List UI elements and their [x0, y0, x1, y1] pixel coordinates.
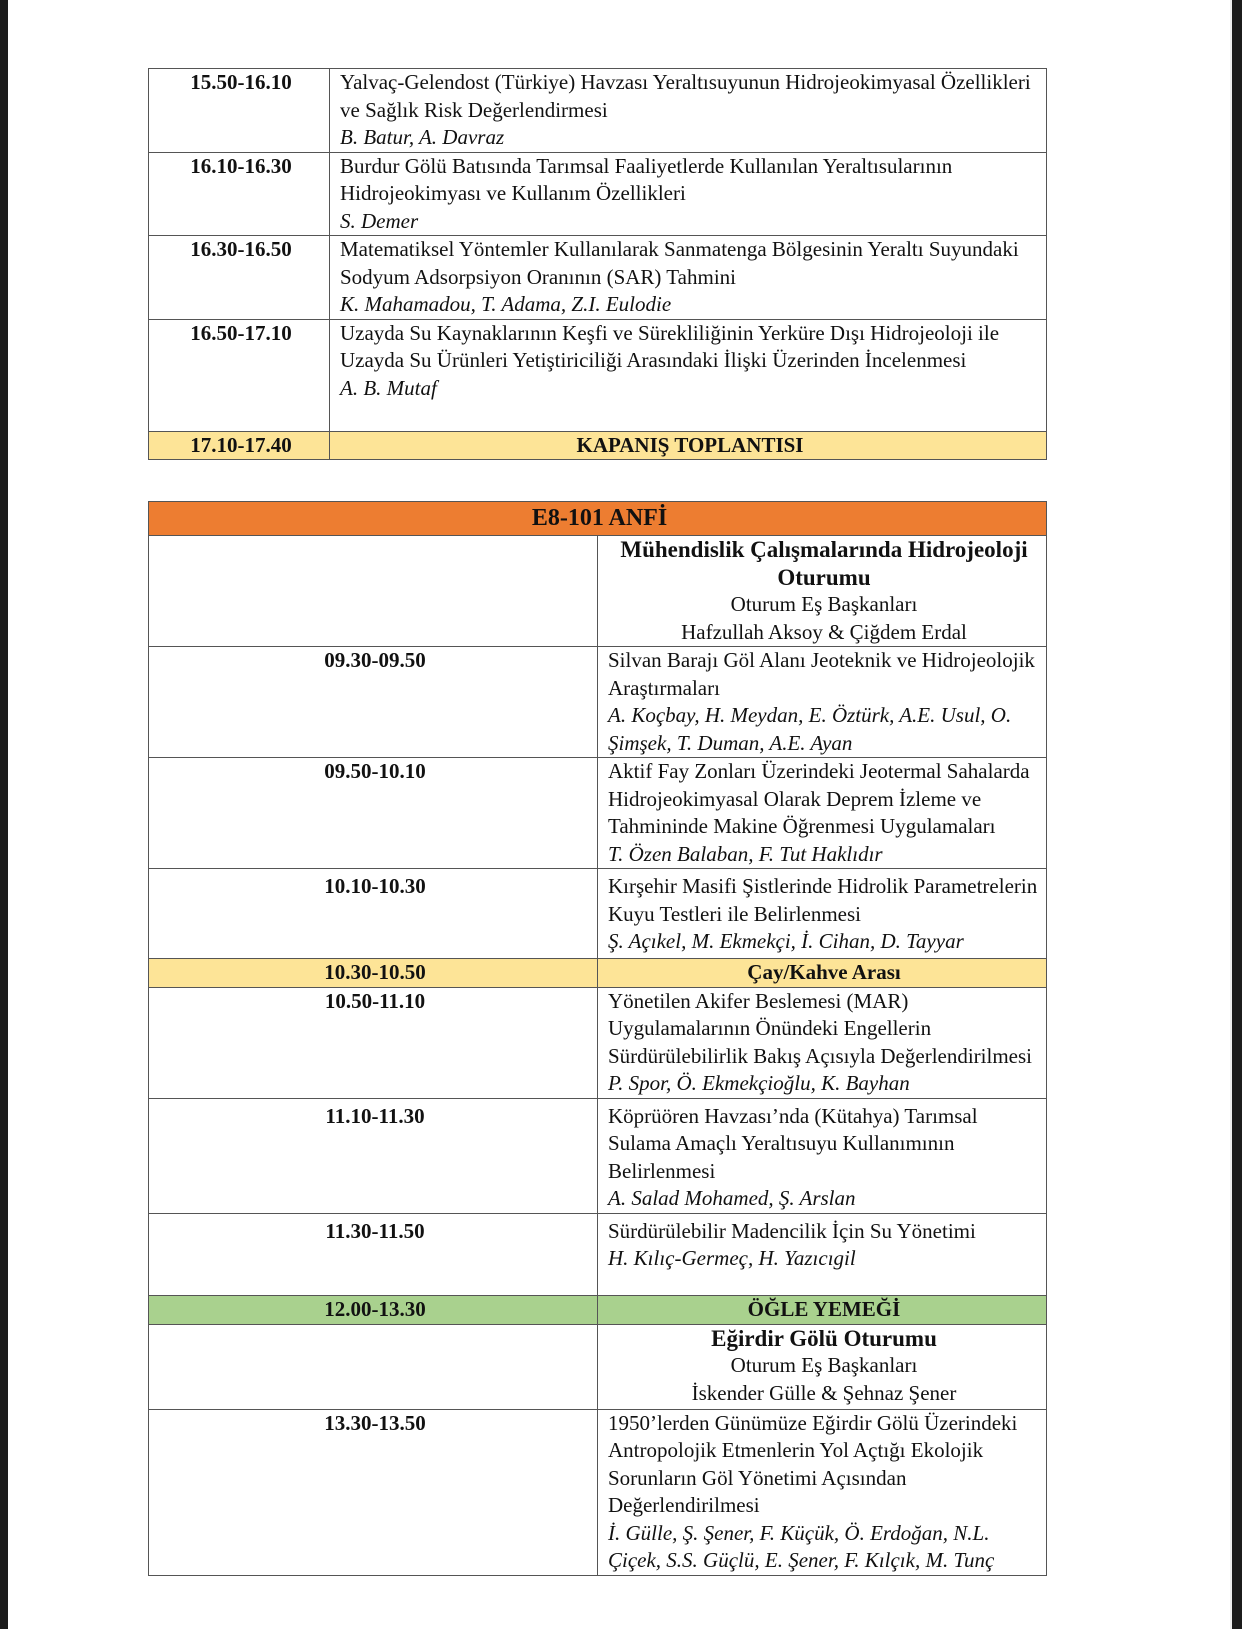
empty-time-cell	[149, 536, 598, 647]
talk-authors: T. Özen Balaban, F. Tut Haklıdır	[608, 841, 883, 866]
table-row	[149, 1213, 1047, 1295]
talk-cell	[330, 236, 1047, 320]
time-slot: 09.30-09.50	[149, 647, 598, 758]
closing-meeting-row	[149, 431, 1047, 460]
viewer-left-edge	[0, 0, 8, 1629]
time-slot: 13.30-13.50	[149, 1409, 598, 1575]
table-row	[149, 69, 1047, 153]
table-row	[149, 869, 1047, 959]
session-chairs: Hafzullah Aksoy & Çiğdem Erdal	[681, 619, 967, 644]
talk-title: 1950’lerden Günümüze Eğirdir Gölü Üzerindeki Antropolojik Etmenlerin Yol Açtığı Ekolojik Sorunların Göl Yönetimi Açısından Değerlendirilmesi	[608, 1410, 1018, 1517]
coffee-break-row	[149, 959, 1047, 988]
closing-meeting-label: KAPANIŞ TOPLANTISI	[330, 431, 1047, 460]
talk-authors: H. Kılıç-Germeç, H. Yazıcıgil	[608, 1246, 856, 1270]
session-title: Mühendislik Çalışmalarında Hidrojeoloji Oturumu	[620, 537, 1028, 590]
table-row	[149, 1409, 1047, 1575]
talk-cell	[330, 152, 1047, 236]
time-slot: 17.10-17.40	[149, 431, 330, 460]
time-slot: 16.10-16.30	[149, 152, 330, 236]
session-chairs-label: Oturum Eş Başkanları	[730, 592, 918, 616]
talk-authors: Ş. Açıkel, M. Ekmekçi, İ. Cihan, D. Tayyar	[608, 929, 964, 953]
talk-title: Yalvaç-Gelendost (Türkiye) Havzası Yeraltısuyunun Hidrojeokimyasal Özellikleri ve Sağlık Risk Değerlendirmesi	[340, 70, 1031, 122]
talk-cell	[330, 69, 1047, 153]
talk-authors: B. Batur, A. Davraz	[340, 125, 505, 149]
talk-cell	[598, 1098, 1047, 1213]
talk-title: Sürdürülebilir Madencilik İçin Su Yönetimi	[608, 1218, 976, 1243]
table-row	[149, 987, 1047, 1098]
table-row	[149, 236, 1047, 320]
time-slot: 12.00-13.30	[149, 1295, 598, 1324]
talk-cell	[598, 1409, 1047, 1575]
talk-authors: P. Spor, Ö. Ekmekçioğlu, K. Bayhan	[608, 1071, 910, 1095]
talk-cell	[598, 647, 1047, 758]
session-header-row	[149, 1324, 1047, 1409]
schedule-table-afternoon	[148, 68, 1047, 460]
time-slot: 10.30-10.50	[149, 959, 598, 988]
talk-cell	[598, 758, 1047, 869]
room-title: E8-101 ANFİ	[149, 502, 1047, 536]
lunch-break-label: ÖĞLE YEMEĞİ	[598, 1295, 1047, 1324]
table-row	[149, 647, 1047, 758]
table-row	[149, 758, 1047, 869]
talk-cell	[330, 319, 1047, 431]
talk-title: Kırşehir Masifi Şistlerinde Hidrolik Parametrelerin Kuyu Testleri ile Belirlenmesi	[608, 874, 1038, 926]
talk-authors: S. Demer	[340, 208, 419, 233]
table-row	[149, 152, 1047, 236]
talk-authors: A. Koçbay, H. Meydan, E. Öztürk, A.E. Usul, O. Şimşek, T. Duman, A.E. Ayan	[608, 703, 1012, 755]
table-row	[149, 319, 1047, 431]
lunch-break-row	[149, 1295, 1047, 1324]
empty-time-cell	[149, 1324, 598, 1409]
time-slot: 11.10-11.30	[149, 1098, 598, 1213]
time-slot: 09.50-10.10	[149, 758, 598, 869]
talk-title: Matematiksel Yöntemler Kullanılarak Sanmatenga Bölgesinin Yeraltı Suyundaki Sodyum Adsorpsiyon Oranının (SAR) Tahmini	[340, 237, 1019, 289]
talk-cell	[598, 1213, 1047, 1295]
session-header-row	[149, 536, 1047, 647]
session-title: Eğirdir Gölü Oturumu	[711, 1325, 937, 1351]
table-row	[149, 1098, 1047, 1213]
time-slot: 16.50-17.10	[149, 319, 330, 431]
time-slot: 16.30-16.50	[149, 236, 330, 320]
talk-title: Burdur Gölü Batısında Tarımsal Faaliyetlerde Kullanılan Yeraltısularının Hidrojeokimyası ve Kullanım Özellikleri	[340, 153, 953, 205]
talk-title: Silvan Barajı Göl Alanı Jeoteknik ve Hidrojeolojik Araştırmaları	[608, 648, 1035, 700]
talk-cell	[598, 869, 1047, 959]
session-chairs-label: Oturum Eş Başkanları	[730, 1353, 918, 1377]
viewer-right-edge	[1232, 0, 1242, 1629]
session-info	[598, 1324, 1047, 1409]
time-slot: 10.50-11.10	[149, 987, 598, 1098]
session-info	[598, 536, 1047, 647]
time-slot: 10.10-10.30	[149, 869, 598, 959]
talk-title: Uzayda Su Kaynaklarının Keşfi ve Sürekliliğinin Yerküre Dışı Hidrojeoloji ile Uzayda Su Ürünleri Yetiştiriciliği Arasındaki İlişki Üzerinden İncelenmesi	[340, 320, 1000, 372]
coffee-break-label: Çay/Kahve Arası	[598, 959, 1047, 988]
talk-title: Yönetilen Akifer Beslemesi (MAR) Uygulamalarının Önündeki Engellerin Sürdürülebilirlik Bakış Açısıyla Değerlendirilmesi	[608, 988, 1033, 1068]
schedule-table-e8-101	[148, 501, 1047, 1576]
talk-authors: A. B. Mutaf	[340, 375, 437, 400]
time-slot: 11.30-11.50	[149, 1213, 598, 1295]
time-slot: 15.50-16.10	[149, 69, 330, 153]
talk-title: Aktif Fay Zonları Üzerindeki Jeotermal Sahalarda Hidrojeokimyasal Olarak Deprem İzleme ve Tahmininde Makine Öğrenmesi Uygulamaları	[608, 759, 1030, 838]
talk-cell	[598, 987, 1047, 1098]
room-header-row	[149, 502, 1047, 536]
talk-title: Köprüören Havzası’nda (Kütahya) Tarımsal Sulama Amaçlı Yeraltısuyu Kullanımının Belirlenmesi	[608, 1103, 978, 1183]
talk-authors: A. Salad Mohamed, Ş. Arslan	[608, 1186, 856, 1210]
session-chairs: İskender Gülle & Şehnaz Şener	[691, 1380, 957, 1405]
talk-authors: İ. Gülle, Ş. Şener, F. Küçük, Ö. Erdoğan, N.L. Çiçek, S.S. Güçlü, E. Şener, F. Kılçık, M. Tunç	[608, 1520, 995, 1572]
talk-authors: K. Mahamadou, T. Adama, Z.I. Eulodie	[340, 292, 672, 316]
